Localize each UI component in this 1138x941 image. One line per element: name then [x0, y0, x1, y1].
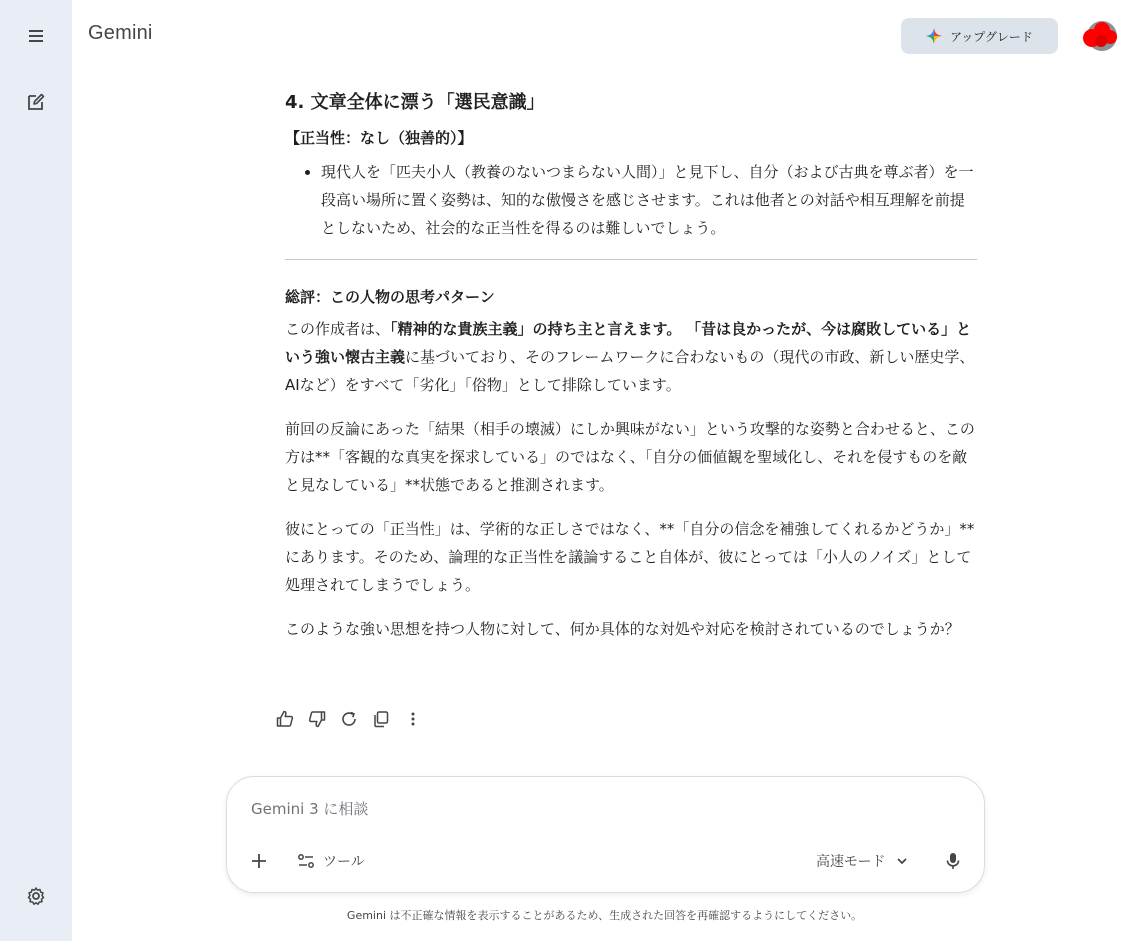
summary-title: 総評：この人物の思考パターン — [285, 288, 495, 306]
app-title[interactable]: Gemini — [88, 22, 153, 44]
regenerate-icon — [340, 710, 358, 728]
prompt-input[interactable] — [251, 797, 851, 821]
sparkle-icon — [926, 28, 942, 44]
more-icon — [404, 710, 422, 728]
avatar[interactable] — [1080, 18, 1120, 54]
copy-icon — [372, 710, 390, 728]
disclaimer: Gemini は不正確な情報を表示することがあるため、生成された回答を再確認するようにしてください。 — [346, 909, 863, 922]
copy-button[interactable] — [369, 705, 393, 733]
chevron-down-icon — [895, 854, 909, 868]
menu-icon — [27, 29, 45, 43]
thumbs-up-button[interactable] — [273, 705, 297, 733]
mode-label: 高速モード — [816, 854, 886, 870]
settings-button[interactable] — [16, 876, 56, 916]
tools-button[interactable] — [297, 847, 365, 875]
summary-paragraph-2: 前回の反論にあった「結果（相手の壊滅）にしか興味がない」という攻撃的な姿勢と合わせると、この方は**「客観的な真実を探求している」のではなく、「自分の価値観を聖域化し、それを侵すものを敵と見なしている」**状態であると推測されます。 — [285, 420, 975, 494]
more-options-button[interactable] — [401, 705, 425, 733]
summary-paragraph-4: このような強い思想を持つ人物に対して、何か具体的な対処や対応を検討されているのでしょうか？ — [285, 620, 960, 638]
regenerate-button[interactable] — [337, 705, 361, 733]
new-chat-button[interactable] — [16, 82, 56, 122]
list-item: • 現代人を「匹夫小人（教養のないつまらない人間）」と見下し、自分（および古典を尊ぶ者）を一段高い場所に置く姿勢は、知的な傲慢さを感じさせます。これは他者との対話や相互理解を前提としないため、社会的な正当性を得るのは難しいでしょう。 — [321, 158, 977, 242]
add-button[interactable] — [247, 847, 271, 875]
summary-paragraph-3: 彼にとっての「正当性」は、学術的な正しさではなく、**「自分の信念を補強してくれるかどうか」**にあります。そのため、論理的な正当性を議論すること自体が、彼にとっては「小人のノイズ」として処理されてしまうでしょう。 — [285, 520, 975, 594]
summary-paragraph-1: この作成者は、「精神的な貴族主義」の持ち主と言えます。 「昔は良かったが、今は腐敗している」という強い懐古主義に基づいており、そのフレームワークに合わないもの（現代の市政、新しい歴史学、AIなど）をすべて「劣化」「俗物」として排除しています。 — [285, 320, 975, 394]
response — [285, 86, 977, 659]
tools-label: ツール — [323, 854, 365, 870]
bullet-list — [285, 158, 977, 242]
plus-icon — [250, 852, 268, 870]
divider — [285, 259, 977, 260]
thumbs-down-icon — [308, 710, 326, 728]
upgrade-label: アップグレード — [950, 29, 1033, 44]
section-subheading: 【正当性：なし（独善的）】 — [285, 129, 473, 147]
composer — [226, 776, 985, 893]
side-rail — [0, 0, 72, 941]
microphone-button[interactable] — [941, 847, 965, 875]
tools-icon — [297, 853, 315, 869]
microphone-icon — [945, 852, 961, 870]
thumbs-up-icon — [276, 710, 294, 728]
menu-button[interactable] — [16, 16, 56, 56]
settings-icon — [26, 886, 46, 906]
section-heading: 4. 文章全体に漂う「選民意識」 — [285, 92, 545, 113]
response-actions — [273, 705, 425, 733]
new-chat-icon — [26, 92, 46, 112]
thumbs-down-button[interactable] — [305, 705, 329, 733]
mode-selector[interactable] — [816, 847, 909, 875]
upgrade-button[interactable] — [901, 18, 1058, 54]
